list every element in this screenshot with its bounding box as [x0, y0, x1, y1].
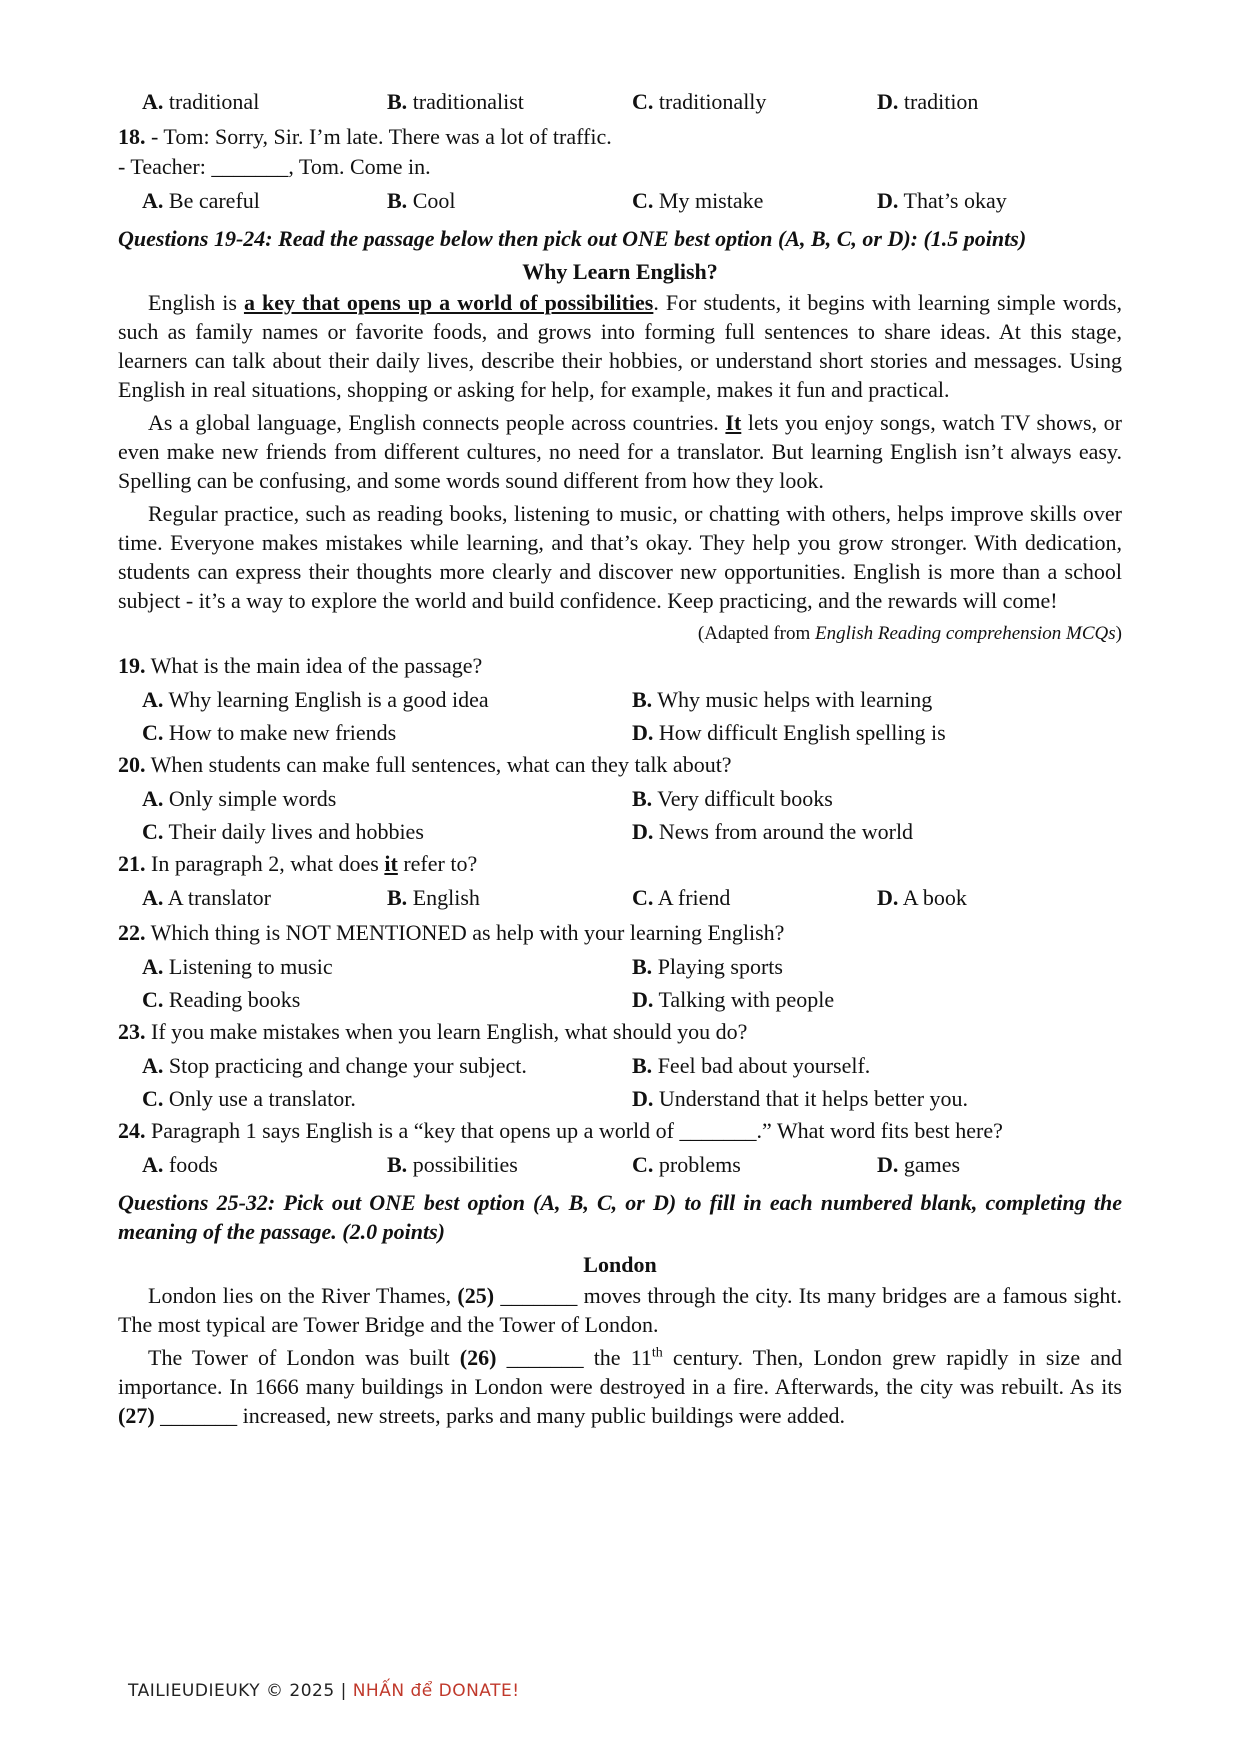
option-a: A. Stop practicing and change your subject. — [142, 1053, 527, 1078]
option-b: B. Feel bad about yourself. — [632, 1053, 871, 1078]
option-c: C. traditionally — [632, 89, 767, 114]
section-instruction: Questions 25-32: Pick out ONE best option (A, B, C, or D) to fill in each numbered blank, completing the meaning of the passage. (2.0 points) — [118, 1190, 1122, 1244]
option-b: B. Why music helps with learning — [632, 687, 933, 712]
option-d: D. tradition — [877, 89, 979, 114]
option-d: D. A book — [877, 885, 967, 910]
passage-title: London — [583, 1252, 657, 1277]
option-b: B. Playing sports — [632, 954, 783, 979]
option-a: A. traditional — [142, 89, 260, 114]
passage-title: Why Learn English? — [522, 259, 718, 284]
option-b: B. Very difficult books — [632, 786, 833, 811]
option-a: A. Why learning English is a good idea — [142, 687, 489, 712]
passage-paragraph: As a global language, English connects people across countries. It lets you enjoy songs, watch TV shows, or even make new friends from different cultures, no need for a translator. But learning English isn’t always easy. Spelling can be confusing, and some words sound different from how they look. — [118, 410, 1122, 493]
q22-options-row1 — [118, 948, 1122, 985]
option-d: D. Talking with people — [632, 987, 835, 1012]
option-d: D. How difficult English spelling is — [632, 720, 946, 745]
passage-paragraph: Regular practice, such as reading books, listening to music, or chatting with others, helps improve skills over time. Everyone makes mistakes while learning, and that’s okay. They help you grow stronger. With dedication, students can express their thoughts more clearly and discover new opportunities. English is more than a school subject - it’s a way to explore the world and build confidence. Keep practicing, and the rewards will come! — [118, 501, 1122, 613]
option-a: A. Listening to music — [142, 954, 333, 979]
q21-options — [118, 879, 1122, 916]
question-24: 24. Paragraph 1 says English is a “key that opens up a world of _______.” What word fits best here? — [118, 1118, 1003, 1143]
option-b: B. traditionalist — [387, 89, 524, 114]
q20-options-row1 — [118, 780, 1122, 817]
footer-brand: TAILIEUDIEUKY © 2025 | — [128, 1681, 353, 1701]
passage-paragraph: English is a key that opens up a world of possibilities. For students, it begins with learning simple words, such as family names or favorite foods, and grows into forming full sentences to share ideas. At this stage, learners can talk about their daily lives, describe their hobbies, or understand short stories and messages. Using English in real situations, shopping or asking for help, for example, makes it fun and practical. — [118, 290, 1122, 402]
option-d: D. News from around the world — [632, 819, 914, 844]
q23-options-row2 — [118, 1084, 1122, 1114]
donate-link[interactable]: NHẤN để DONATE! — [352, 1681, 520, 1701]
option-d: D. games — [877, 1152, 961, 1177]
option-d: D. That’s okay — [877, 188, 1007, 213]
option-b: B. Cool — [387, 188, 456, 213]
option-c: C. How to make new friends — [142, 720, 397, 745]
option-c: C. Their daily lives and hobbies — [142, 819, 424, 844]
q22-options-row2 — [118, 985, 1122, 1015]
q24-options — [118, 1146, 1122, 1183]
option-a: A. Be careful — [142, 188, 260, 213]
option-c: C. Only use a translator. — [142, 1086, 356, 1111]
q20-options-row2 — [118, 817, 1122, 847]
worksheet-page — [118, 89, 1122, 1434]
passage-paragraph: The Tower of London was built (26) _______ the 11th century. Then, London grew rapidly in size and importance. In 1666 many buildings in London were destroyed in a fire. Afterwards, the city was rebuilt. As its (27) _______ increased, new streets, parks and many public buildings were added. — [118, 1345, 1122, 1428]
question-20: 20. When students can make full sentences, what can they talk about? — [118, 752, 732, 777]
option-b: B. possibilities — [387, 1152, 518, 1177]
option-a: A. A translator — [142, 885, 271, 910]
option-c: C. Reading books — [142, 987, 301, 1012]
question-23: 23. If you make mistakes when you learn English, what should you do? — [118, 1019, 748, 1044]
option-c: C. A friend — [632, 885, 731, 910]
question-21: 21. In paragraph 2, what does it refer to? — [118, 851, 478, 876]
passage-source: (Adapted from English Reading comprehension MCQs) — [697, 623, 1122, 644]
q19-options-row2 — [118, 718, 1122, 748]
key-phrase: a key that opens up a world of possibilities — [243, 290, 654, 315]
q19-options-row1 — [118, 681, 1122, 718]
option-a: A. Only simple words — [142, 786, 337, 811]
q17-options — [118, 89, 1122, 122]
section-instruction: Questions 19-24: Read the passage below then pick out ONE best option (A, B, C, or D): (1.5 points) — [118, 226, 1027, 251]
passage-paragraph: London lies on the River Thames, (25) _______ moves through the city. Its many bridges are a famous sight. The most typical are Tower Bridge and the Tower of London. — [118, 1283, 1122, 1337]
q23-options-row1 — [118, 1047, 1122, 1084]
question-19: 19. What is the main idea of the passage? — [118, 653, 483, 678]
question-18-dialogue: - Teacher: _______, Tom. Come in. — [118, 154, 431, 179]
key-word: It — [725, 410, 742, 435]
question-18: 18. - Tom: Sorry, Sir. I’m late. There was a lot of traffic. — [118, 124, 612, 149]
option-a: A. foods — [142, 1152, 218, 1177]
option-c: C. problems — [632, 1152, 741, 1177]
option-d: D. Understand that it helps better you. — [632, 1086, 969, 1111]
footer — [128, 1681, 520, 1701]
option-c: C. My mistake — [632, 188, 764, 213]
q18-options — [118, 182, 1122, 219]
option-b: B. English — [387, 885, 480, 910]
question-22: 22. Which thing is NOT MENTIONED as help with your learning English? — [118, 920, 785, 945]
